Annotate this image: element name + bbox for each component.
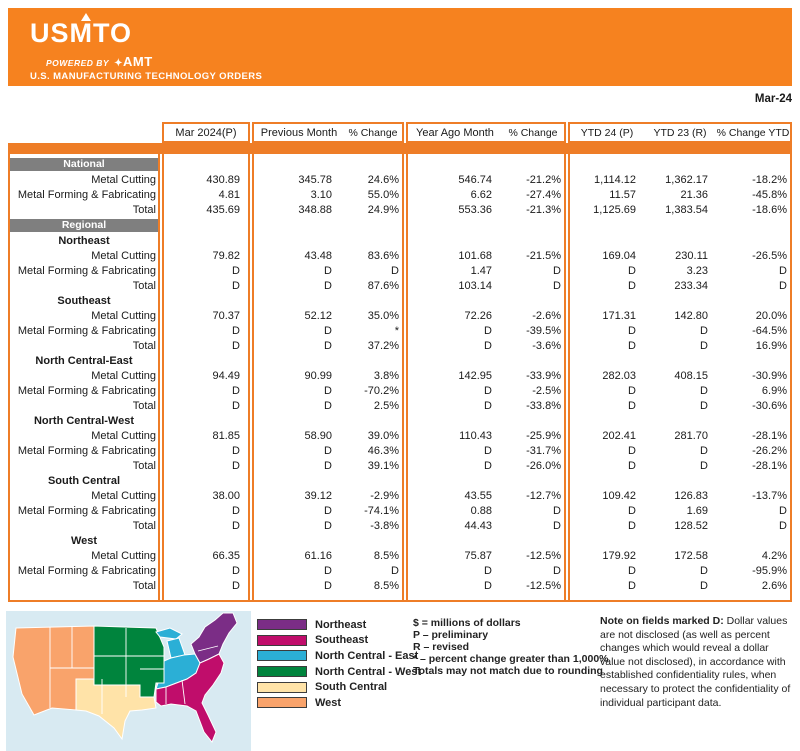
table-row: [8, 279, 792, 294]
table-cell: D: [628, 445, 636, 457]
legend-item: [257, 664, 421, 680]
row-label: Metal Cutting: [91, 430, 156, 442]
us-region-map: [6, 611, 251, 751]
footnote-line: Totals may not match due to rounding: [413, 665, 603, 677]
legend-item: [257, 679, 421, 695]
region-name: West: [70, 535, 98, 547]
table-cell: D: [779, 505, 787, 517]
table-cell: D: [232, 565, 240, 577]
table-cell: 179.92: [602, 550, 636, 562]
table-cell: -27.4%: [526, 189, 561, 201]
table-cell: 38.00: [212, 490, 240, 502]
table-cell: D: [484, 445, 492, 457]
table-row: [8, 339, 792, 354]
legend-item: [257, 633, 421, 649]
table-cell: 435.69: [206, 204, 240, 216]
table-row: [8, 309, 792, 324]
table-cell: 1,383.54: [665, 204, 708, 216]
table-cell: 66.35: [212, 550, 240, 562]
row-label: Metal Forming & Fabricating: [17, 505, 156, 517]
disclosure-note: [600, 615, 796, 710]
column-header: % Change: [348, 126, 398, 139]
section-row: [8, 158, 792, 172]
orange-divider-band: [8, 143, 792, 154]
table-cell: -18.2%: [752, 174, 787, 186]
column-header: Mar 2024(P): [175, 126, 237, 139]
table-cell: D: [232, 340, 240, 352]
table-cell: 16.9%: [755, 340, 787, 352]
header-group-previous: [252, 122, 404, 143]
report-date-label: Mar-24: [754, 93, 792, 105]
table-cell: -95.9%: [752, 565, 787, 577]
table-row: [8, 504, 792, 519]
legend-item: [257, 617, 421, 633]
column-header: YTD 23 (R): [653, 126, 707, 139]
table-cell: -26.2%: [752, 445, 787, 457]
usmto-logo: USMTO: [30, 18, 133, 48]
table-cell: 39.12: [304, 490, 332, 502]
table-cell: -3.8%: [370, 520, 399, 532]
table-cell: 101.68: [458, 250, 492, 262]
table-cell: D: [628, 325, 636, 337]
footnote-line: * – percent change greater than 1,000%: [413, 653, 609, 665]
table-cell: D: [232, 580, 240, 592]
table-cell: 1.47: [470, 265, 492, 277]
table-cell: 39.1%: [367, 460, 399, 472]
table-cell: 81.85: [212, 430, 240, 442]
table-cell: -45.8%: [752, 189, 787, 201]
table-cell: 2.6%: [761, 580, 787, 592]
table-cell: 1.69: [686, 505, 708, 517]
table-cell: D: [628, 385, 636, 397]
table-cell: 8.5%: [373, 580, 399, 592]
table-cell: 345.78: [298, 174, 332, 186]
legend-swatch: [257, 666, 307, 677]
table-cell: D: [484, 385, 492, 397]
row-label: Total: [132, 400, 156, 412]
legend-label: North Central - East: [315, 649, 419, 662]
table-cell: D: [484, 460, 492, 472]
table-cell: -33.8%: [526, 400, 561, 412]
amt-logo-icon: ✦: [114, 58, 123, 69]
table-cell: -21.2%: [526, 174, 561, 186]
row-label: Metal Forming & Fabricating: [17, 445, 156, 457]
table-cell: 430.89: [206, 174, 240, 186]
table-cell: 171.31: [602, 310, 636, 322]
table-row: [8, 369, 792, 384]
row-label: Metal Forming & Fabricating: [17, 385, 156, 397]
logo-arrow-icon: [81, 13, 91, 21]
legend-swatch: [257, 635, 307, 646]
table-cell: D: [700, 565, 708, 577]
table-cell: D: [553, 505, 561, 517]
table-cell: D: [324, 445, 332, 457]
row-label: Metal Cutting: [91, 250, 156, 262]
table-cell: -26.5%: [752, 250, 787, 262]
region-name: South Central: [47, 475, 121, 487]
region-header-row: [8, 474, 792, 489]
table-cell: D: [324, 280, 332, 292]
table-cell: D: [232, 280, 240, 292]
legend-label: Northeast: [315, 618, 367, 631]
table-cell: -30.6%: [752, 400, 787, 412]
table-cell: 46.3%: [367, 445, 399, 457]
legend-item: [257, 695, 421, 711]
table-cell: D: [391, 265, 399, 277]
region-name: North Central-West: [33, 415, 135, 427]
region-name: North Central-East: [35, 355, 133, 367]
table-cell: 1,125.69: [593, 204, 636, 216]
table-cell: D: [553, 565, 561, 577]
region-header-row: [8, 354, 792, 369]
table-cell: -2.9%: [370, 490, 399, 502]
header-group-ytd: [568, 122, 792, 143]
table-cell: D: [553, 520, 561, 532]
region-header-row: [8, 294, 792, 309]
table-row: [8, 249, 792, 264]
table-cell: D: [553, 280, 561, 292]
table-cell: 233.34: [674, 280, 708, 292]
table-cell: D: [232, 325, 240, 337]
table-cell: 72.26: [464, 310, 492, 322]
table-row: [8, 459, 792, 474]
table-row: [8, 579, 792, 594]
brand-header: [8, 8, 792, 86]
table-cell: 39.0%: [367, 430, 399, 442]
header-group-current: [162, 122, 250, 143]
table-cell: 0.88: [470, 505, 492, 517]
table-cell: 58.90: [304, 430, 332, 442]
table-cell: 43.55: [464, 490, 492, 502]
usmto-report-page: [8, 8, 792, 743]
table-header-row: [8, 122, 792, 143]
legend-label: South Central: [315, 681, 388, 694]
table-cell: -74.1%: [364, 505, 399, 517]
table-cell: D: [484, 580, 492, 592]
table-row: [8, 324, 792, 339]
row-label: Metal Forming & Fabricating: [17, 325, 156, 337]
table-cell: 172.58: [674, 550, 708, 562]
row-label: Metal Cutting: [91, 174, 156, 186]
region-name: Northeast: [58, 235, 110, 247]
column-header: % Change YTD: [716, 126, 790, 139]
table-cell: D: [324, 580, 332, 592]
table-cell: -70.2%: [364, 385, 399, 397]
region-name: Southeast: [57, 295, 111, 307]
row-label: Metal Cutting: [91, 550, 156, 562]
table-cell: D: [779, 520, 787, 532]
table-cell: D: [324, 400, 332, 412]
table-cell: -26.0%: [526, 460, 561, 472]
table-row: [8, 444, 792, 459]
table-cell: 3.8%: [373, 370, 399, 382]
table-cell: D: [779, 265, 787, 277]
table-cell: -30.9%: [752, 370, 787, 382]
table-body-rows: [8, 158, 792, 594]
row-label: Total: [132, 204, 156, 216]
disclosure-note-lead: Note on fields marked D:: [600, 615, 724, 627]
table-cell: D: [628, 265, 636, 277]
table-cell: D: [628, 400, 636, 412]
table-cell: D: [232, 505, 240, 517]
table-cell: D: [700, 460, 708, 472]
section-row: [8, 219, 792, 233]
table-cell: 128.52: [674, 520, 708, 532]
table-cell: D: [324, 460, 332, 472]
table-cell: 35.0%: [367, 310, 399, 322]
table-cell: D: [484, 340, 492, 352]
row-label: Total: [132, 580, 156, 592]
table-cell: 546.74: [458, 174, 492, 186]
header-group-year-ago: [406, 122, 566, 143]
region-header-row: [8, 534, 792, 549]
table-cell: 4.2%: [761, 550, 787, 562]
row-label: Total: [132, 280, 156, 292]
table-row: [8, 489, 792, 504]
table-cell: 3.23: [686, 265, 708, 277]
table-cell: D: [484, 400, 492, 412]
table-cell: D: [779, 280, 787, 292]
table-cell: D: [628, 280, 636, 292]
table-cell: -33.9%: [526, 370, 561, 382]
legend-swatch: [257, 697, 307, 708]
footnote-line: P – preliminary: [413, 629, 489, 641]
table-cell: -13.7%: [752, 490, 787, 502]
table-cell: -2.5%: [532, 385, 561, 397]
table-cell: D: [324, 385, 332, 397]
table-cell: D: [232, 460, 240, 472]
table-cell: 79.82: [212, 250, 240, 262]
footer-section: [8, 611, 792, 751]
table-cell: 2.5%: [373, 400, 399, 412]
table-cell: 94.49: [212, 370, 240, 382]
table-cell: D: [628, 340, 636, 352]
footnote-line: $ = millions of dollars: [413, 617, 521, 629]
table-cell: D: [484, 565, 492, 577]
table-cell: 103.14: [458, 280, 492, 292]
row-label: Total: [132, 520, 156, 532]
row-label: Metal Cutting: [91, 490, 156, 502]
table-row: [8, 564, 792, 579]
table-cell: 6.62: [470, 189, 492, 201]
table-cell: 348.88: [298, 204, 332, 216]
table-cell: -25.9%: [526, 430, 561, 442]
table-row: [8, 384, 792, 399]
table-cell: -39.5%: [526, 325, 561, 337]
table-cell: 8.5%: [373, 550, 399, 562]
table-cell: 142.80: [674, 310, 708, 322]
table-cell: 20.0%: [755, 310, 787, 322]
table-cell: D: [700, 340, 708, 352]
table-cell: -21.5%: [526, 250, 561, 262]
column-header: Year Ago Month: [416, 126, 494, 139]
report-subtitle: U.S. MANUFACTURING TECHNOLOGY ORDERS: [30, 71, 263, 82]
table-cell: D: [700, 445, 708, 457]
table-cell: -12.5%: [526, 550, 561, 562]
table-cell: 109.42: [602, 490, 636, 502]
table-cell: D: [324, 565, 332, 577]
table-cell: 11.57: [609, 189, 636, 201]
section-band-label: Regional: [8, 219, 160, 232]
table-cell: D: [628, 460, 636, 472]
table-cell: 83.6%: [367, 250, 399, 262]
table-cell: 70.37: [212, 310, 240, 322]
table-cell: D: [700, 580, 708, 592]
table-row: [8, 203, 792, 218]
table-cell: 24.9%: [367, 204, 399, 216]
table-cell: 281.70: [674, 430, 708, 442]
table-cell: D: [324, 505, 332, 517]
table-cell: D: [232, 400, 240, 412]
column-header: Previous Month: [260, 126, 338, 139]
us-map-svg: [6, 611, 251, 751]
row-label: Total: [132, 460, 156, 472]
powered-by-label: POWERED BY: [46, 58, 110, 68]
table-cell: D: [324, 325, 332, 337]
table-cell: 230.11: [675, 250, 708, 262]
table-cell: D: [484, 325, 492, 337]
table-cell: D: [232, 520, 240, 532]
table-cell: D: [232, 445, 240, 457]
table-cell: D: [232, 385, 240, 397]
row-label: Metal Cutting: [91, 370, 156, 382]
table-cell: -64.5%: [752, 325, 787, 337]
legend-label: Southeast: [315, 634, 369, 647]
table-cell: 75.87: [464, 550, 492, 562]
amt-label: AMT: [122, 54, 153, 69]
table-cell: 55.0%: [367, 189, 399, 201]
table-cell: 43.48: [304, 250, 332, 262]
table-row: [8, 173, 792, 188]
legend-swatch: [257, 682, 307, 693]
table-cell: 1,362.17: [665, 174, 708, 186]
table-cell: 4.81: [218, 189, 240, 201]
table-cell: 282.03: [602, 370, 636, 382]
legend-swatch: [257, 650, 307, 661]
table-cell: -31.7%: [526, 445, 561, 457]
table-cell: 21.36: [680, 189, 708, 201]
table-cell: 52.12: [304, 310, 332, 322]
row-label: Total: [132, 340, 156, 352]
table-cell: D: [232, 265, 240, 277]
region-header-row: [8, 414, 792, 429]
powered-by-line: [46, 54, 153, 69]
table-cell: 1,114.12: [593, 174, 636, 186]
table-cell: 37.2%: [367, 340, 399, 352]
table-cell: -21.3%: [526, 204, 561, 216]
legend-label: West: [315, 696, 342, 709]
table-cell: -28.1%: [752, 430, 787, 442]
table-cell: 142.95: [458, 370, 492, 382]
table-cell: -12.5%: [526, 580, 561, 592]
table-cell: 408.15: [674, 370, 708, 382]
table-cell: 90.99: [304, 370, 332, 382]
row-label: Metal Forming & Fabricating: [17, 189, 156, 201]
table-cell: *: [394, 325, 399, 337]
table-cell: D: [628, 580, 636, 592]
table-cell: -18.6%: [752, 204, 787, 216]
row-label: Metal Forming & Fabricating: [17, 265, 156, 277]
footnote-line: R – revised: [413, 641, 470, 653]
table-cell: 24.6%: [367, 174, 399, 186]
table-cell: D: [324, 340, 332, 352]
disclosure-note-body: Dollar values are not disclosed (as well as percent changes which would reveal a dollar value not disclosed), in accordance with established confidentiality rules, when necessary to protect the confidentiality of individual participant data.: [600, 615, 791, 709]
table-cell: -3.6%: [532, 340, 561, 352]
orders-table: [8, 122, 792, 602]
table-cell: D: [628, 520, 636, 532]
table-cell: 44.43: [464, 520, 492, 532]
row-label: Metal Cutting: [91, 310, 156, 322]
map-legend: [257, 617, 421, 711]
legend-label: North Central - West: [315, 665, 422, 678]
table-cell: -2.6%: [532, 310, 561, 322]
table-cell: 87.6%: [367, 280, 399, 292]
table-cell: 110.43: [459, 430, 492, 442]
table-cell: 126.83: [674, 490, 708, 502]
table-body: [8, 154, 792, 602]
table-row: [8, 264, 792, 279]
table-cell: D: [700, 325, 708, 337]
table-cell: -12.7%: [526, 490, 561, 502]
table-cell: D: [553, 265, 561, 277]
table-cell: 3.10: [310, 189, 332, 201]
table-cell: D: [324, 265, 332, 277]
table-row: [8, 399, 792, 414]
row-label: Metal Forming & Fabricating: [17, 565, 156, 577]
legend-item: [257, 648, 421, 664]
table-row: [8, 519, 792, 534]
footnotes: [413, 617, 609, 677]
table-row: [8, 549, 792, 564]
table-row: [8, 429, 792, 444]
section-band-label: National: [8, 158, 160, 171]
table-cell: D: [391, 565, 399, 577]
column-header: % Change: [508, 126, 558, 139]
table-cell: D: [628, 505, 636, 517]
table-cell: D: [324, 520, 332, 532]
table-cell: 61.16: [304, 550, 332, 562]
table-cell: D: [700, 385, 708, 397]
table-cell: D: [628, 565, 636, 577]
table-cell: 553.36: [458, 204, 492, 216]
table-cell: D: [700, 400, 708, 412]
table-cell: -28.1%: [752, 460, 787, 472]
table-cell: 6.9%: [761, 385, 787, 397]
region-header-row: [8, 234, 792, 249]
table-cell: 169.04: [602, 250, 636, 262]
table-row: [8, 188, 792, 203]
column-header: YTD 24 (P): [580, 126, 634, 139]
table-cell: 202.41: [602, 430, 636, 442]
legend-swatch: [257, 619, 307, 630]
